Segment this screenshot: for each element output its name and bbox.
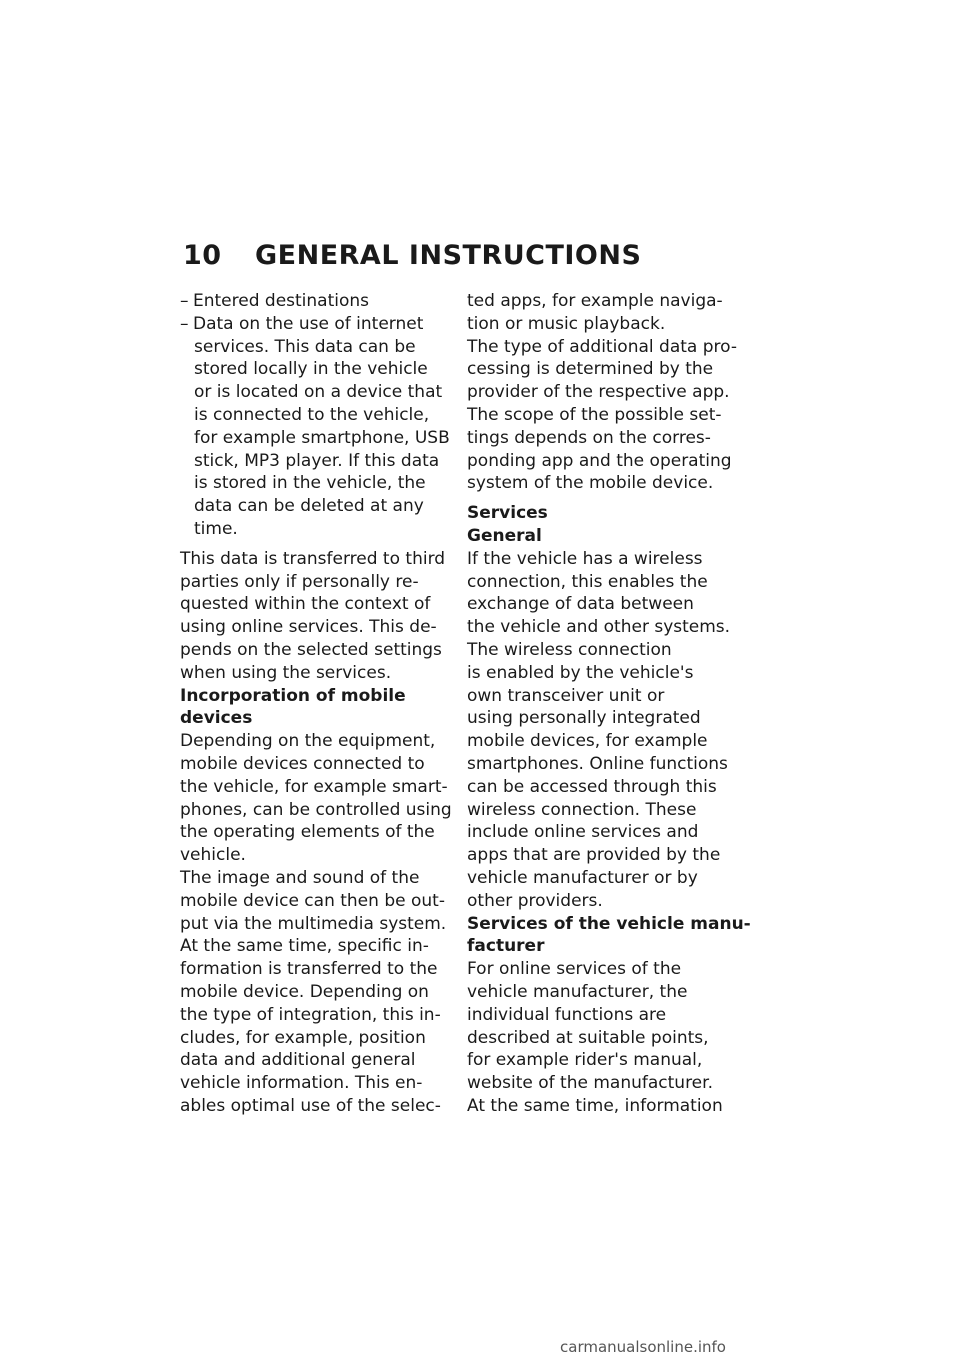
text-line: pends on the selected settings <box>180 639 442 660</box>
text-line: smartphones. Online functions <box>467 753 728 774</box>
chapter-number: 10 <box>183 240 222 271</box>
text-line: stick, MP3 player. If this data <box>194 450 440 471</box>
text-line: the vehicle and other systems. <box>467 617 731 638</box>
text-line: the type of integration, this in- <box>180 1004 441 1025</box>
subsection-heading: Services of the vehicle manu- <box>467 913 751 934</box>
right-column <box>467 290 751 1118</box>
text-line: is stored in the vehicle, the <box>194 473 426 494</box>
text-line: when using the services. <box>180 662 392 683</box>
text-line: exchange of data between <box>467 594 694 615</box>
text-line: ted apps, for example naviga- <box>467 291 723 311</box>
bullet-dash: – <box>180 313 189 334</box>
section-heading: Services <box>467 503 548 524</box>
text-line: stored locally in the vehicle <box>194 359 428 380</box>
text-line: parties only if personally re- <box>180 571 419 592</box>
text-line: time. <box>194 518 238 539</box>
text-line: formation is transferred to the <box>180 959 438 980</box>
text-line: quested within the context of <box>180 594 431 615</box>
text-line: tion or music playback. <box>467 313 666 334</box>
text-line: individual functions are <box>467 1004 667 1025</box>
text-line: system of the mobile device. <box>467 473 714 494</box>
text-line: For online services of the <box>467 959 682 980</box>
text-line: mobile device. Depending on <box>180 981 429 1002</box>
bullet-item <box>180 290 456 313</box>
text-line: is connected to the vehicle, <box>194 404 430 425</box>
section-heading: Incorporation of mobile <box>180 685 406 706</box>
watermark-link[interactable]: carmanualsonline.info <box>560 1338 726 1356</box>
subsection-heading: General <box>467 525 542 546</box>
text-line: At the same time, information <box>467 1095 723 1116</box>
text-line: vehicle information. This en- <box>180 1073 423 1094</box>
text-line: cludes, for example, position <box>180 1027 426 1048</box>
text-line: mobile devices connected to <box>180 753 425 774</box>
text-line: using personally integrated <box>467 708 701 729</box>
text-line: The type of additional data pro- <box>467 336 737 357</box>
text-line: data can be deleted at any <box>194 496 424 517</box>
text-line: At the same time, specific in- <box>180 936 429 957</box>
text-line: tings depends on the corres- <box>467 427 711 448</box>
text-line: vehicle manufacturer, the <box>467 981 688 1002</box>
text-line: own transceiver unit or <box>467 685 665 706</box>
text-line: include online services and <box>467 822 699 843</box>
text-line: the vehicle, for example smart- <box>180 776 448 797</box>
text-line: the operating elements of the <box>180 822 435 843</box>
text-line: data and additional general <box>180 1050 416 1071</box>
bullet-text: Data on the use of internet <box>193 313 424 334</box>
text-line: mobile devices, for example <box>467 731 708 752</box>
text-line: can be accessed through this <box>467 776 717 797</box>
bullet-text: Entered destinations <box>193 291 370 311</box>
text-line: using online services. This de- <box>180 617 437 638</box>
text-line: website of the manufacturer. <box>467 1073 713 1094</box>
text-line: mobile device can then be out- <box>180 890 445 911</box>
paragraph-gap <box>180 541 456 548</box>
text-line: If the vehicle has a wireless <box>467 548 703 569</box>
text-line: The wireless connection <box>467 639 672 660</box>
text-line: The image and sound of the <box>180 867 420 888</box>
text-line: cessing is determined by the <box>467 359 714 380</box>
text-line: services. This data can be <box>194 336 416 357</box>
section-heading: devices <box>180 708 253 729</box>
bullet-item <box>180 313 456 336</box>
left-column <box>180 290 456 1118</box>
text-line: vehicle manufacturer or by <box>467 867 698 888</box>
subsection-heading: facturer <box>467 936 545 957</box>
text-line: other providers. <box>467 890 603 911</box>
text-line: wireless connection. These <box>467 799 697 820</box>
text-line: vehicle. <box>180 845 246 866</box>
text-line: or is located on a device that <box>194 382 443 403</box>
text-line: for example rider's manual, <box>467 1050 703 1071</box>
text-line: put via the multimedia system. <box>180 913 447 934</box>
chapter-title: GENERAL INSTRUCTIONS <box>255 240 642 271</box>
text-line: phones, can be controlled using <box>180 799 452 820</box>
text-line: The scope of the possible set- <box>467 404 722 425</box>
text-line: This data is transferred to third <box>180 548 446 569</box>
text-line: apps that are provided by the <box>467 845 721 866</box>
paragraph-gap <box>467 495 743 502</box>
text-line: ables optimal use of the selec- <box>180 1095 441 1116</box>
text-line: for example smartphone, USB <box>194 427 450 448</box>
page-header <box>183 240 743 280</box>
text-line: described at suitable points, <box>467 1027 709 1048</box>
text-line: ponding app and the operating <box>467 450 732 471</box>
text-line: provider of the respective app. <box>467 382 730 403</box>
text-line: Depending on the equipment, <box>180 731 436 752</box>
text-line: connection, this enables the <box>467 571 708 592</box>
bullet-dash: – <box>180 291 189 311</box>
text-line: is enabled by the vehicle's <box>467 662 694 683</box>
